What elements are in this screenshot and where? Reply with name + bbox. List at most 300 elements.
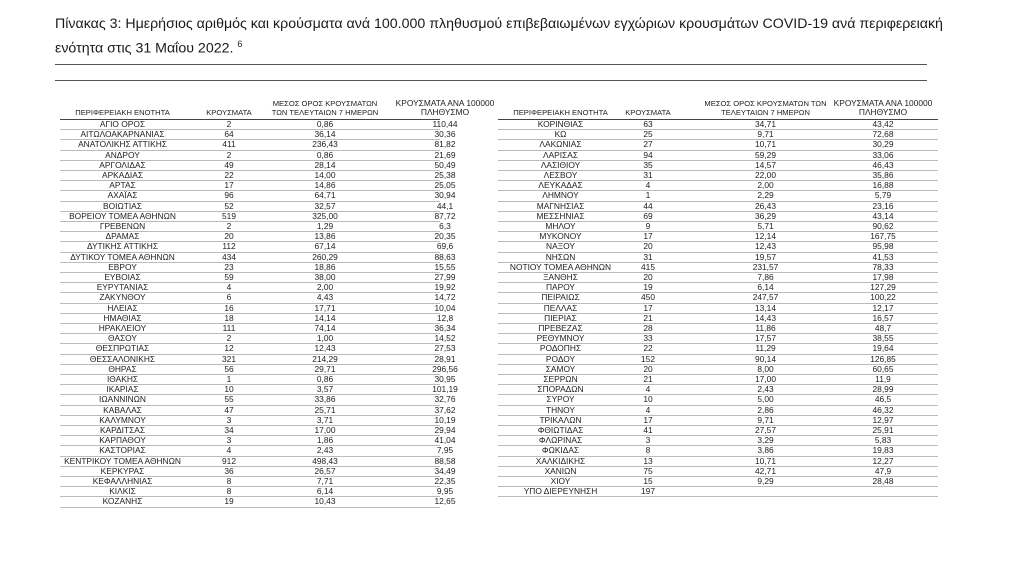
region-name: ΝΟΤΙΟΥ ΤΟΜΕΑ ΑΘΗΝΩΝ [509,261,612,272]
avg7-value: 74,14 [314,323,336,333]
avg7-value: 7,86 [757,272,774,282]
cases-value: 9 [645,221,651,231]
avg7-value: 214,29 [312,353,338,364]
per100k-value: 27,99 [434,272,456,282]
cases-value: 3 [226,414,232,425]
region-name: ΚΑΒΑΛΑΣ [103,404,142,415]
region-name: ΤΗΝΟΥ [545,404,576,415]
avg7-value: 25,71 [314,404,336,415]
cases-value: 64 [224,129,234,140]
header-rule [498,119,938,120]
cases-value: 49 [224,159,234,170]
region-name: ΙΩΑΝΝΙΝΩΝ [99,394,146,405]
cases-value: 19 [224,496,234,507]
region-name: ΗΡΑΚΛΕΙΟΥ [98,323,147,333]
per100k-value: 23,16 [872,200,894,211]
header-avg7: ΜΕΣΟΣ ΟΡΟΣ ΚΡΟΥΣΜΑΤΩΝ ΤΩΝ ΤΕΛΕΥΤΑΙΩΝ 7 ΗΜΕΡΩΝ [271,99,379,117]
avg7-value: 7,71 [316,476,334,486]
region-name: ΔΥΤΙΚΟΥ ΤΟΜΕΑ ΑΘΗΝΩΝ [70,251,175,262]
cases-value: 4 [226,282,232,293]
cases-value: 1 [645,190,651,201]
per100k-value: 34,49 [434,465,456,476]
cases-value: 3 [645,435,651,446]
avg7-value: 14,57 [755,159,776,170]
avg7-value: 34,71 [755,119,776,129]
avg7-value: 67,14 [314,241,336,252]
avg7-value: 12,43 [314,343,336,354]
avg7-value: 17,71 [314,302,336,313]
cases-value: 75 [643,465,653,476]
avg7-value: 1,00 [316,333,334,344]
region-name: ΑΓΙΟ ΟΡΟΣ [99,119,146,129]
region-name: ΣΠΟΡΑΔΩΝ [537,384,584,395]
avg7-value: 38,00 [314,272,336,282]
avg7-value: 12,43 [755,241,776,252]
per100k-value: 167,75 [870,231,896,242]
avg7-value: 42,71 [755,465,776,476]
per100k-value: 127,29 [870,282,896,293]
avg7-value: 26,43 [755,200,776,211]
per100k-value: 16,88 [872,180,894,191]
cases-value: 96 [224,190,234,201]
avg7-value: 3,86 [757,445,774,456]
per100k-value: 48,7 [874,323,892,333]
region-name: ΣΕΡΡΩΝ [543,374,578,384]
cases-value: 10 [224,384,234,395]
cases-value: 20 [643,272,653,282]
region-name: ΑΡΚΑΔΙΑΣ [101,170,144,180]
header-per100k: ΚΡΟΥΣΜΑΤΑ ΑΝΑ 100000 ΠΛΗΘΥΣΜΟ [833,98,933,117]
per100k-value: 88,63 [434,251,456,262]
per100k-value: 12,65 [434,496,456,507]
cases-value: 2 [226,149,232,160]
region-name: ΖΑΚΥΝΘΟΥ [99,292,146,303]
region-name: ΑΝΔΡΟΥ [105,149,140,160]
cases-value: 28 [643,323,653,333]
cases-value: 18 [224,312,234,323]
region-name: ΔΡΑΜΑΣ [105,231,140,242]
cases-value: 17 [643,414,653,425]
cases-value: 6 [226,292,232,303]
region-name: ΚΟΡΙΝΘΙΑΣ [537,119,584,129]
per100k-value: 69,6 [436,241,454,252]
cases-value: 4 [645,404,651,415]
region-name: ΓΡΕΒΕΝΩΝ [99,221,146,231]
region-name: ΚΕΡΚΥΡΑΣ [100,465,145,476]
region-name: ΗΜΑΘΙΑΣ [103,312,142,323]
cases-value: 33 [643,333,653,344]
region-name: ΚΑΡΔΙΤΣΑΣ [99,425,146,435]
cases-value: 434 [222,251,236,262]
region-name: ΜΑΓΝΗΣΙΑΣ [536,200,585,211]
cases-value: 3 [226,435,232,446]
per100k-value: 44,1 [436,200,454,211]
avg7-value: 64,71 [314,190,336,201]
avg7-value: 14,86 [314,180,336,191]
per100k-value: 16,57 [872,312,894,323]
region-name: ΛΑΣΙΘΙΟΥ [540,159,581,170]
per100k-value: 10,04 [434,302,456,313]
cases-value: 8 [226,476,232,486]
avg7-value: 2,43 [316,445,334,456]
top-rule [55,64,927,65]
avg7-value: 325,00 [312,210,338,221]
per100k-value: 50,49 [434,159,456,170]
cases-value: 63 [643,119,653,129]
header-cases: ΚΡΟΥΣΜΑΤΑ [206,108,252,117]
region-name: ΙΚΑΡΙΑΣ [106,384,139,395]
avg7-value: 11,29 [755,343,776,354]
avg7-value: 3,29 [757,435,774,446]
cases-value: 152 [641,353,655,364]
per100k-value: 88,58 [434,455,456,466]
per100k-value: 36,34 [434,323,456,333]
per100k-value: 95,98 [872,241,894,252]
cases-value: 4 [226,445,232,456]
per100k-value: 43,42 [872,119,894,129]
avg7-value: 29,71 [314,363,336,374]
cases-value: 17 [224,180,234,191]
per100k-value: 17,98 [872,272,894,282]
per100k-value: 27,53 [434,343,456,354]
region-name: ΕΥΒΟΙΑΣ [104,272,141,282]
cases-value: 4 [645,384,651,395]
cases-value: 2 [226,333,232,344]
cases-value: 12 [224,343,234,354]
per100k-value: 30,36 [434,129,456,140]
avg7-value: 33,86 [314,394,336,405]
per100k-value: 12,27 [872,455,894,466]
cases-value: 34 [224,425,234,435]
cases-value: 56 [224,363,234,374]
region-name: ΜΕΣΣΗΝΙΑΣ [536,210,585,221]
avg7-value: 3,71 [316,414,334,425]
region-name: ΔΥΤΙΚΗΣ ΑΤΤΙΚΗΣ [86,241,158,252]
region-name: ΠΑΡΟΥ [545,282,576,293]
avg7-value: 36,14 [314,129,336,140]
avg7-value: 2,00 [757,180,774,191]
avg7-value: 27,57 [755,425,776,435]
per100k-value: 32,76 [434,394,456,405]
per100k-value: 30,29 [872,139,894,150]
avg7-value: 12,14 [755,231,776,242]
per100k-value: 7,95 [436,445,454,456]
region-name: ΚΑΡΠΑΘΟΥ [99,435,146,446]
caption-text: Πίνακας 3: Ημερήσιος αριθμός και κρούσματα ανά 100.000 πληθυσμού επιβεβαιωμένων εγχώριων κρουσμάτων COVID-19 ανά περιφερειακή ενότητα στις 31 Μαΐου 2022. [55,16,943,57]
avg7-value: 17,00 [314,425,336,435]
avg7-value: 1,86 [316,435,334,446]
cases-value: 519 [222,210,236,221]
cases-value: 22 [643,343,653,354]
region-name: ΘΗΡΑΣ [108,363,137,374]
avg7-value: 8,00 [757,363,774,374]
region-name: ΦΛΩΡΙΝΑΣ [538,435,583,446]
per100k-value: 12,97 [872,414,894,425]
cases-value: 17 [643,302,653,313]
region-name: ΡΟΔΟΠΗΣ [539,343,582,354]
cases-value: 415 [641,261,655,272]
avg7-value: 17,57 [755,333,776,344]
cases-value: 411 [222,139,236,150]
per100k-value: 28,99 [872,384,894,395]
cases-value: 912 [222,455,236,466]
per100k-value: 46,5 [874,394,892,405]
region-name: ΚΩ [554,129,567,140]
region-name: ΝΑΞΟΥ [546,241,575,252]
region-name: ΛΕΣΒΟΥ [543,170,578,180]
cases-value: 20 [643,363,653,374]
region-name: ΣΥΡΟΥ [546,394,575,405]
second-rule [55,80,927,81]
region-name: ΚΕΝΤΡΙΚΟΥ ΤΟΜΕΑ ΑΘΗΝΩΝ [64,455,181,466]
region-name: ΚΙΛΚΙΣ [109,486,136,497]
per100k-value: 110,44 [432,119,458,129]
per100k-value: 10,19 [434,414,456,425]
cases-value: 31 [643,170,653,180]
avg7-value: 2,43 [757,384,774,395]
cases-value: 21 [643,374,653,384]
per100k-value: 28,91 [434,353,456,364]
region-name: ΕΥΡΥΤΑΝΙΑΣ [96,282,149,293]
per100k-value: 72,68 [872,129,894,140]
avg7-value: 6,14 [316,486,334,497]
per100k-value: 11,9 [875,374,891,384]
avg7-value: 32,57 [314,200,336,211]
cases-value: 112 [222,241,236,252]
region-name: ΝΗΣΩΝ [545,251,576,262]
avg7-value: 10,71 [755,455,776,466]
avg7-value: 17,00 [755,374,776,384]
avg7-value: 498,43 [312,455,338,466]
per100k-value: 43,14 [872,210,894,221]
avg7-value: 5,00 [757,394,774,405]
avg7-value: 247,57 [752,292,779,303]
per100k-value: 15,55 [434,261,456,272]
region-name: ΥΠΟ ΔΙΕΡΕΥΝΗΣΗ [523,486,598,497]
avg7-value: 19,57 [755,251,776,262]
per100k-value: 81,82 [434,139,456,150]
cases-value: 20 [643,241,653,252]
cases-value: 111 [222,323,236,333]
avg7-value: 14,43 [755,312,776,323]
header-avg7: ΜΕΣΟΣ ΟΡΟΣ ΚΡΟΥΣΜΑΤΩΝ ΤΩΝ ΤΕΛΕΥΤΑΙΩΝ 7 ΗΜΕΡΩΝ [704,99,827,117]
cases-value: 41 [643,425,653,435]
region-name: ΠΙΕΡΙΑΣ [544,312,577,323]
avg7-value: 28,14 [314,159,336,170]
cases-value: 31 [643,251,653,262]
header-cases: ΚΡΟΥΣΜΑΤΑ [625,108,671,117]
avg7-value: 22,00 [755,170,776,180]
avg7-value: 26,57 [314,465,336,476]
region-name: ΞΑΝΘΗΣ [543,272,578,282]
cases-value: 2 [226,221,232,231]
per100k-value: 12,8 [436,312,454,323]
region-name: ΠΕΛΛΑΣ [543,302,578,313]
region-name: ΛΕΥΚΑΔΑΣ [538,180,583,191]
per100k-value: 30,94 [434,190,456,201]
per100k-value: 25,38 [434,170,456,180]
per100k-value: 19,92 [434,282,456,293]
avg7-value: 13,14 [755,302,776,313]
region-name: ΛΑΡΙΣΑΣ [542,149,579,160]
cases-value: 19 [643,282,653,293]
region-name: ΤΡΙΚΑΛΩΝ [539,414,582,425]
cases-value: 59 [224,272,234,282]
per100k-value: 33,06 [872,149,894,160]
region-name: ΧΑΛΚΙΔΙΚΗΣ [535,455,586,466]
region-name: ΚΕΦΑΛΛΗΝΙΑΣ [92,476,153,486]
per100k-value: 29,94 [434,425,456,435]
cases-value: 8 [226,486,232,497]
per100k-value: 21,69 [434,149,456,160]
avg7-value: 14,00 [314,170,336,180]
region-name: ΚΟΖΑΝΗΣ [102,496,143,507]
per100k-value: 25,05 [434,180,456,191]
per100k-value: 37,62 [434,404,456,415]
per100k-value: 19,83 [872,445,894,456]
region-name: ΧΑΝΙΩΝ [544,465,577,476]
region-name: ΙΘΑΚΗΣ [106,374,139,384]
cases-value: 2 [226,119,232,129]
cases-value: 8 [645,445,651,456]
avg7-value: 3,57 [316,384,334,395]
region-name: ΠΡΕΒΕΖΑΣ [538,323,583,333]
per100k-value: 78,33 [872,261,894,272]
avg7-value: 236,43 [312,139,338,150]
caption-footnote: 6 [237,39,243,49]
region-name: ΕΒΡΟΥ [108,261,137,272]
per100k-value: 14,52 [434,333,456,344]
cases-value: 4 [645,180,651,191]
per100k-value: 14,72 [434,292,456,303]
avg7-value: 2,29 [757,190,774,201]
avg7-value: 90,14 [755,353,776,364]
avg7-value: 59,29 [755,149,776,160]
per100k-value: 5,79 [874,190,892,201]
per100k-value: 6,3 [439,221,451,231]
per100k-value: 12,17 [872,302,894,313]
cases-value: 69 [643,210,653,221]
avg7-value: 1,29 [316,221,334,231]
per100k-value: 100,22 [870,292,896,303]
cases-value: 17 [643,231,653,242]
table-caption [55,14,955,59]
region-name: ΦΘΙΩΤΙΔΑΣ [537,425,584,435]
avg7-value: 9,71 [757,129,774,140]
avg7-value: 0,86 [316,374,334,384]
per100k-value: 90,62 [872,221,894,231]
region-name: ΡΕΘΥΜΝΟΥ [536,333,585,344]
region-name: ΑΡΤΑΣ [109,180,136,191]
region-name: ΘΕΣΠΡΩΤΙΑΣ [95,343,150,354]
header-unit: ΠΕΡΙΦΕΡΕΙΑΚΗ ΕΝΟΤΗΤΑ [513,108,608,117]
region-name: ΦΩΚΙΔΑΣ [541,445,580,456]
cases-value: 23 [224,261,234,272]
row-divider [60,507,440,508]
cases-value: 1 [226,374,232,384]
per100k-value: 296,56 [432,363,458,374]
header-per100k: ΚΡΟΥΣΜΑΤΑ ΑΝΑ 100000 ΠΛΗΘΥΣΜΟ [395,98,495,117]
header-unit: ΠΕΡΙΦΕΡΕΙΑΚΗ ΕΝΟΤΗΤΑ [75,108,170,117]
per100k-value: 38,55 [872,333,894,344]
avg7-value: 9,29 [757,476,774,486]
cases-value: 55 [224,394,234,405]
region-name: ΑΧΑΪΑΣ [107,190,138,201]
region-name: ΚΑΛΥΜΝΟΥ [99,414,146,425]
avg7-value: 10,71 [755,139,776,150]
avg7-value: 0,86 [316,149,334,160]
per100k-value: 20,35 [434,231,456,242]
cases-value: 197 [641,486,655,497]
per100k-value: 30,95 [434,374,456,384]
region-name: ΛΗΜΝΟΥ [542,190,579,201]
region-name: ΒΟΡΕΙΟΥ ΤΟΜΕΑ ΑΘΗΝΩΝ [69,210,176,221]
per100k-value: 126,85 [870,353,896,364]
avg7-value: 18,86 [314,261,336,272]
region-name: ΗΛΕΙΑΣ [107,302,138,313]
cases-value: 22 [224,170,234,180]
cases-value: 321 [222,353,236,364]
per100k-value: 22,35 [434,476,456,486]
avg7-value: 10,43 [314,496,336,507]
cases-value: 16 [224,302,234,313]
per100k-value: 5,83 [874,435,892,446]
region-name: ΑΝΑΤΟΛΙΚΗΣ ΑΤΤΙΚΗΣ [78,139,167,150]
region-name: ΣΑΜΟΥ [545,363,576,374]
per100k-value: 41,04 [434,435,456,446]
per100k-value: 35,86 [872,170,894,180]
cases-value: 13 [643,455,653,466]
avg7-value: 2,86 [757,404,774,415]
cases-value: 450 [641,292,655,303]
avg7-value: 2,00 [316,282,334,293]
cases-value: 15 [643,476,653,486]
header-rule [60,119,440,120]
per100k-value: 9,95 [436,486,454,497]
cases-value: 21 [643,312,653,323]
region-name: ΘΕΣΣΑΛΟΝΙΚΗΣ [89,353,156,364]
avg7-value: 9,71 [757,414,774,425]
per100k-value: 101,19 [432,384,458,395]
per100k-value: 87,72 [434,210,456,221]
avg7-value: 4,43 [316,292,334,303]
per100k-value: 47,9 [874,465,892,476]
cases-value: 44 [643,200,653,211]
region-name: ΧΙΟΥ [550,476,571,486]
cases-value: 36 [224,465,234,476]
per100k-value: 25,91 [872,425,894,435]
per100k-value: 28,48 [872,476,894,486]
per100k-value: 46,32 [872,404,894,415]
row-divider [498,496,938,497]
region-name: ΡΟΔΟΥ [545,353,576,364]
avg7-value: 5,71 [757,221,774,231]
per100k-value: 41,53 [872,251,894,262]
region-name: ΘΑΣΟΥ [108,333,137,344]
avg7-value: 0,86 [316,119,334,129]
region-name: ΒΟΙΩΤΙΑΣ [103,200,142,211]
avg7-value: 6,14 [757,282,774,293]
cases-value: 27 [643,139,653,150]
avg7-value: 231,57 [752,261,779,272]
cases-value: 10 [643,394,653,405]
avg7-value: 13,86 [314,231,336,242]
cases-value: 25 [643,129,653,140]
cases-value: 20 [224,231,234,242]
per100k-value: 19,64 [872,343,894,354]
avg7-value: 11,86 [755,323,776,333]
avg7-value: 36,29 [755,210,776,221]
